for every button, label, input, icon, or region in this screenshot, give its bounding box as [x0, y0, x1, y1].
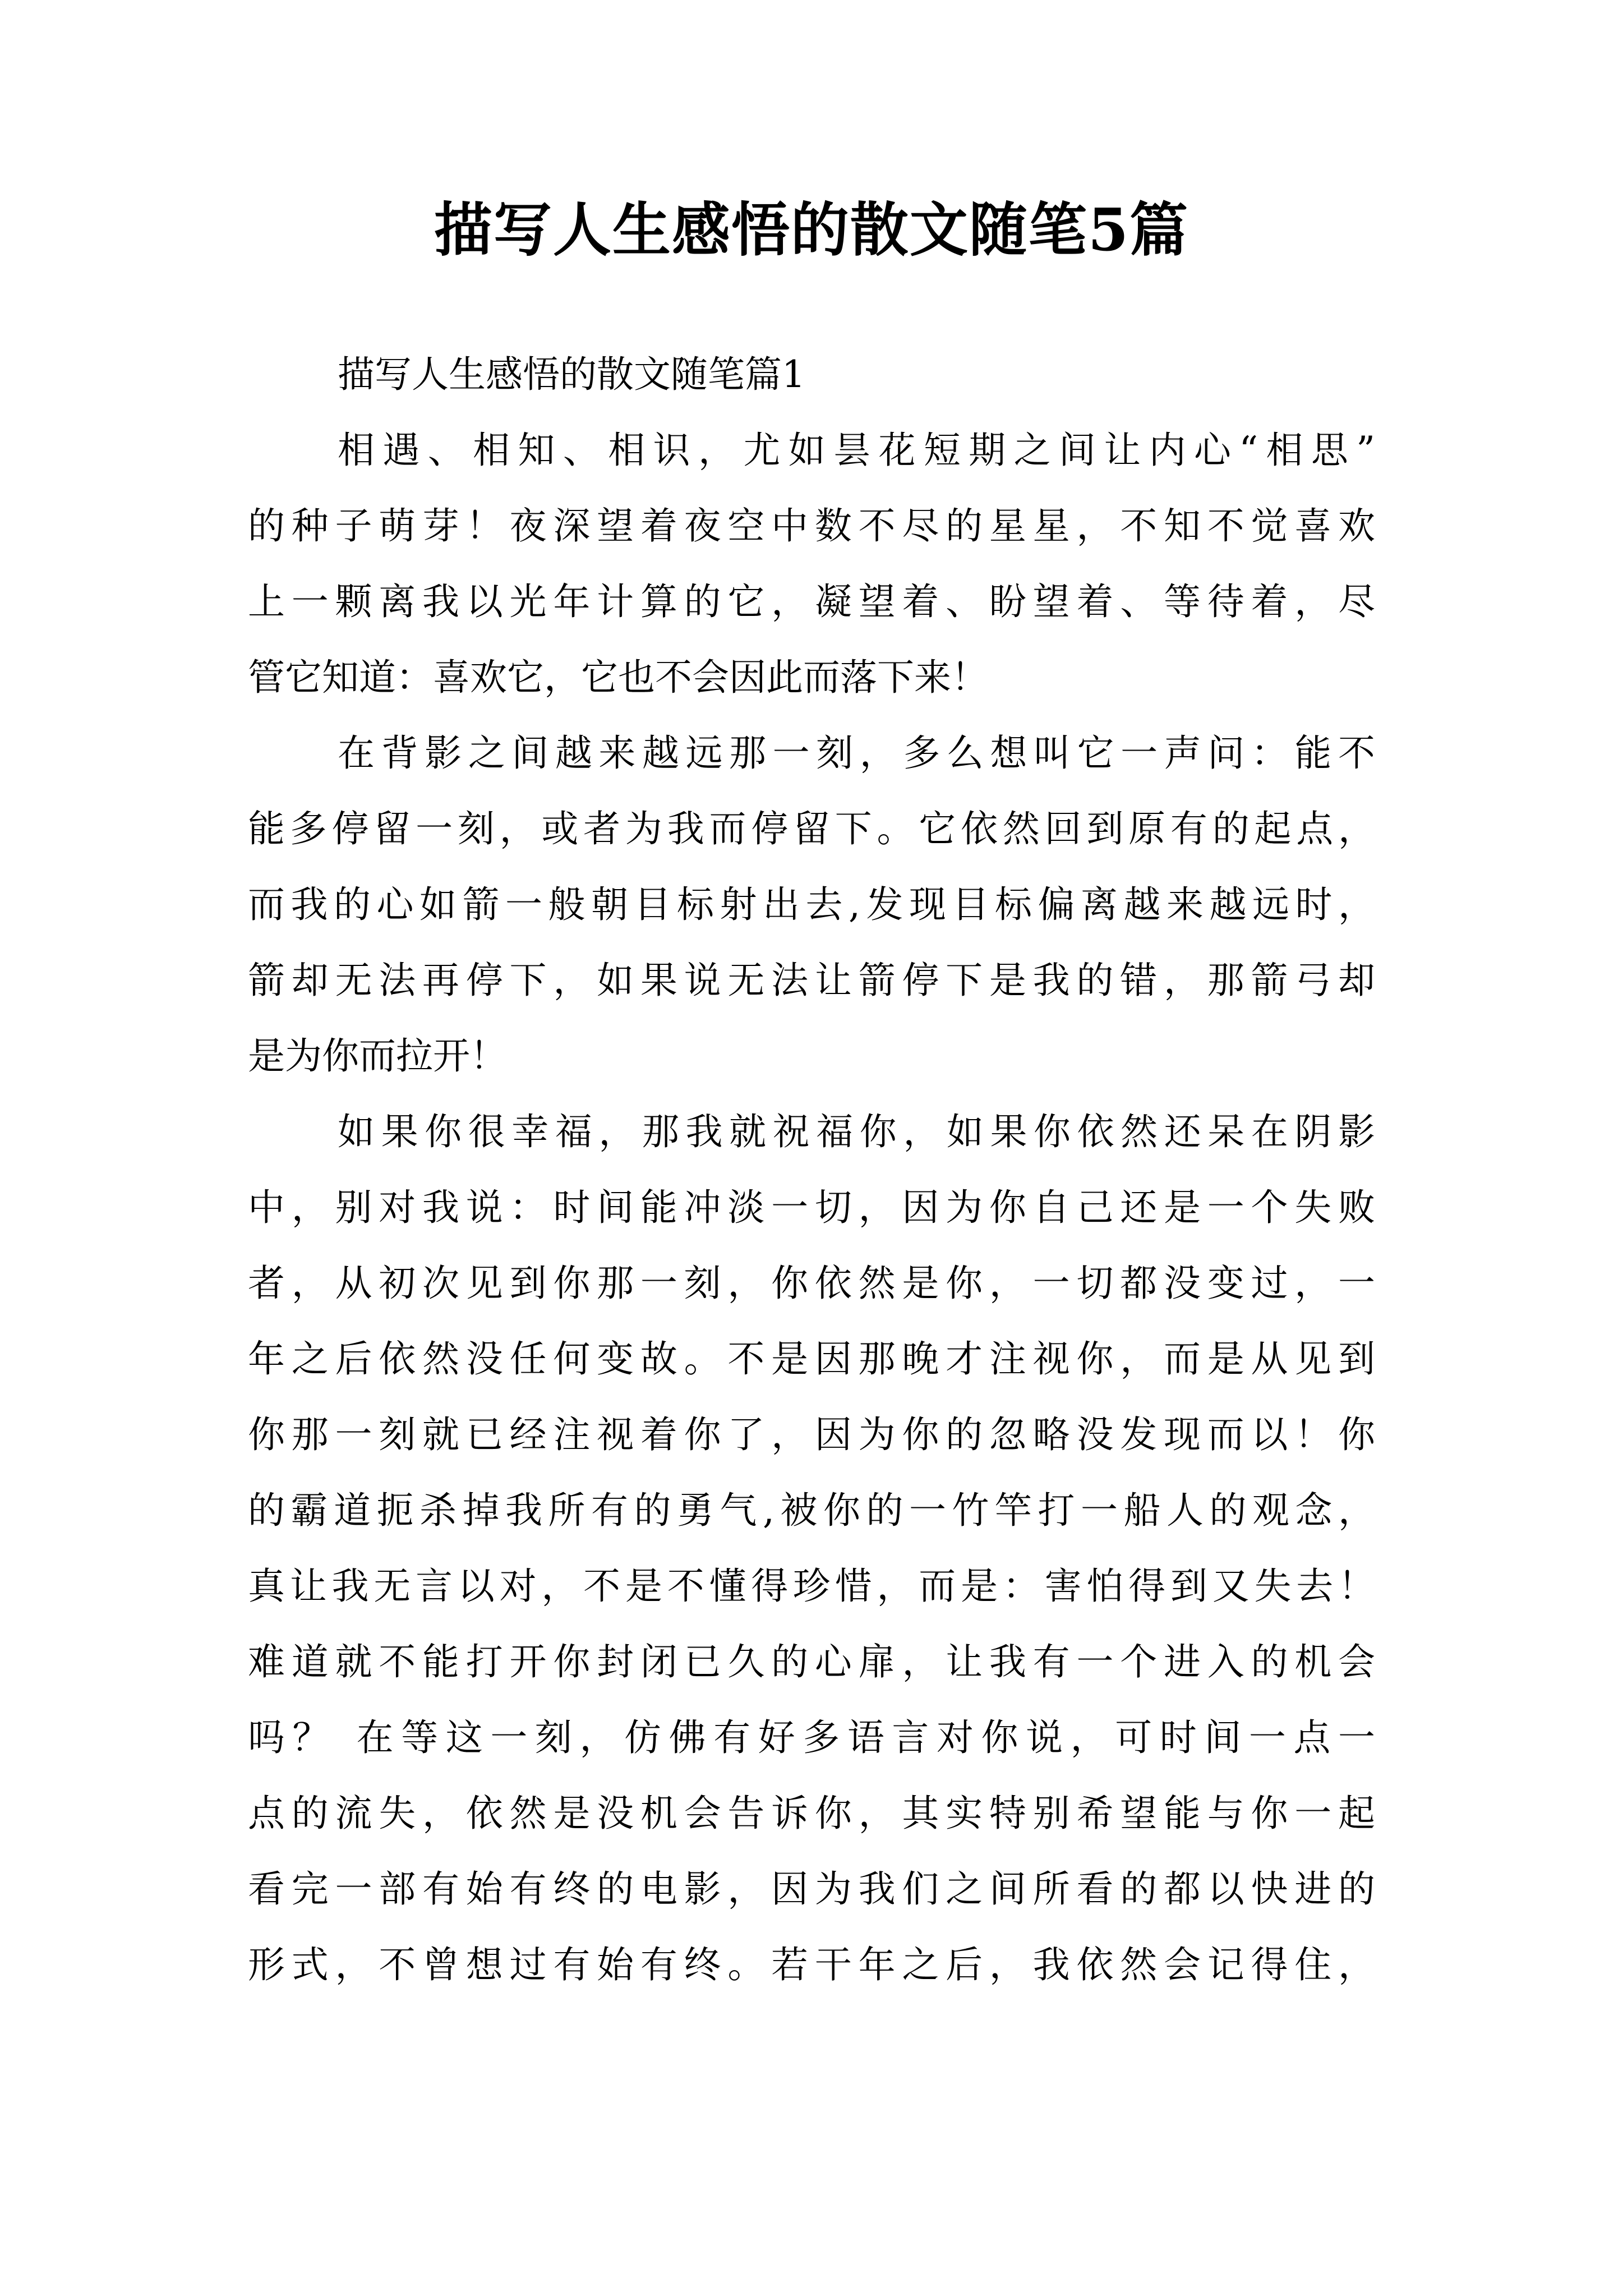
paragraph-line: 箭却无法再停下，如果说无法让箭停下是我的错，那箭弓却 [248, 959, 1375, 1002]
paragraph-line: 的霸道扼杀掉我所有的勇气,被你的一竹竿打一船人的观念， [248, 1489, 1375, 1532]
paragraph-line: 上一颗离我以光年计算的它，凝望着、盼望着、等待着，尽 [248, 580, 1375, 623]
paragraph-line: 中，别对我说：时间能冲淡一切，因为你自己还是一个失败 [248, 1186, 1375, 1229]
paragraph-line: 年之后依然没任何变故。不是因那晚才注视你，而是从见到 [248, 1337, 1375, 1381]
paragraph-line: 的种子萌芽！夜深望着夜空中数不尽的星星，不知不觉喜欢 [248, 504, 1375, 547]
section-heading: 描写人生感悟的散文随笔篇1 [338, 353, 805, 396]
paragraph-line: 形式，不曾想过有始有终。若干年之后，我依然会记得住， [248, 1943, 1375, 1986]
paragraph-line: 难道就不能打开你封闭已久的心扉，让我有一个进入的机会 [248, 1640, 1375, 1683]
paragraph-line: 你那一刻就已经注视着你了，因为你的忽略没发现而以！你 [248, 1413, 1375, 1456]
paragraph-line: 者，从初次见到你那一刻，你依然是你，一切都没变过，一 [248, 1262, 1375, 1305]
paragraph-line: 相遇、相知、相识，尤如昙花短期之间让内心“相思” [338, 429, 1375, 472]
paragraph-line: 是为你而拉开！ [248, 1034, 507, 1078]
paragraph-line: 看完一部有始有终的电影，因为我们之间所看的都以快进的 [248, 1867, 1375, 1911]
paragraph-line: 如果你很幸福，那我就祝福你，如果你依然还呆在阴影 [338, 1110, 1375, 1153]
paragraph-line: 在背影之间越来越远那一刻，多么想叫它一声问：能不 [338, 731, 1375, 775]
paragraph-line: 真让我无言以对，不是不懂得珍惜，而是：害怕得到又失去！ [248, 1565, 1375, 1608]
paragraph-line: 吗？ 在等这一刻，仿佛有好多语言对你说，可时间一点一 [248, 1716, 1375, 1759]
document-title: 描写人生感悟的散文随笔5篇 [434, 195, 1189, 264]
paragraph-line: 能多停留一刻，或者为我而停留下。它依然回到原有的起点， [248, 807, 1375, 850]
paragraph-line: 点的流失，依然是没机会告诉你，其实特别希望能与你一起 [248, 1792, 1375, 1835]
paragraph-line: 管它知道：喜欢它，它也不会因此而落下来！ [248, 656, 988, 699]
document-body [248, 337, 1375, 2003]
paragraph-line: 而我的心如箭一般朝目标射出去,发现目标偏离越来越远时， [248, 883, 1375, 926]
